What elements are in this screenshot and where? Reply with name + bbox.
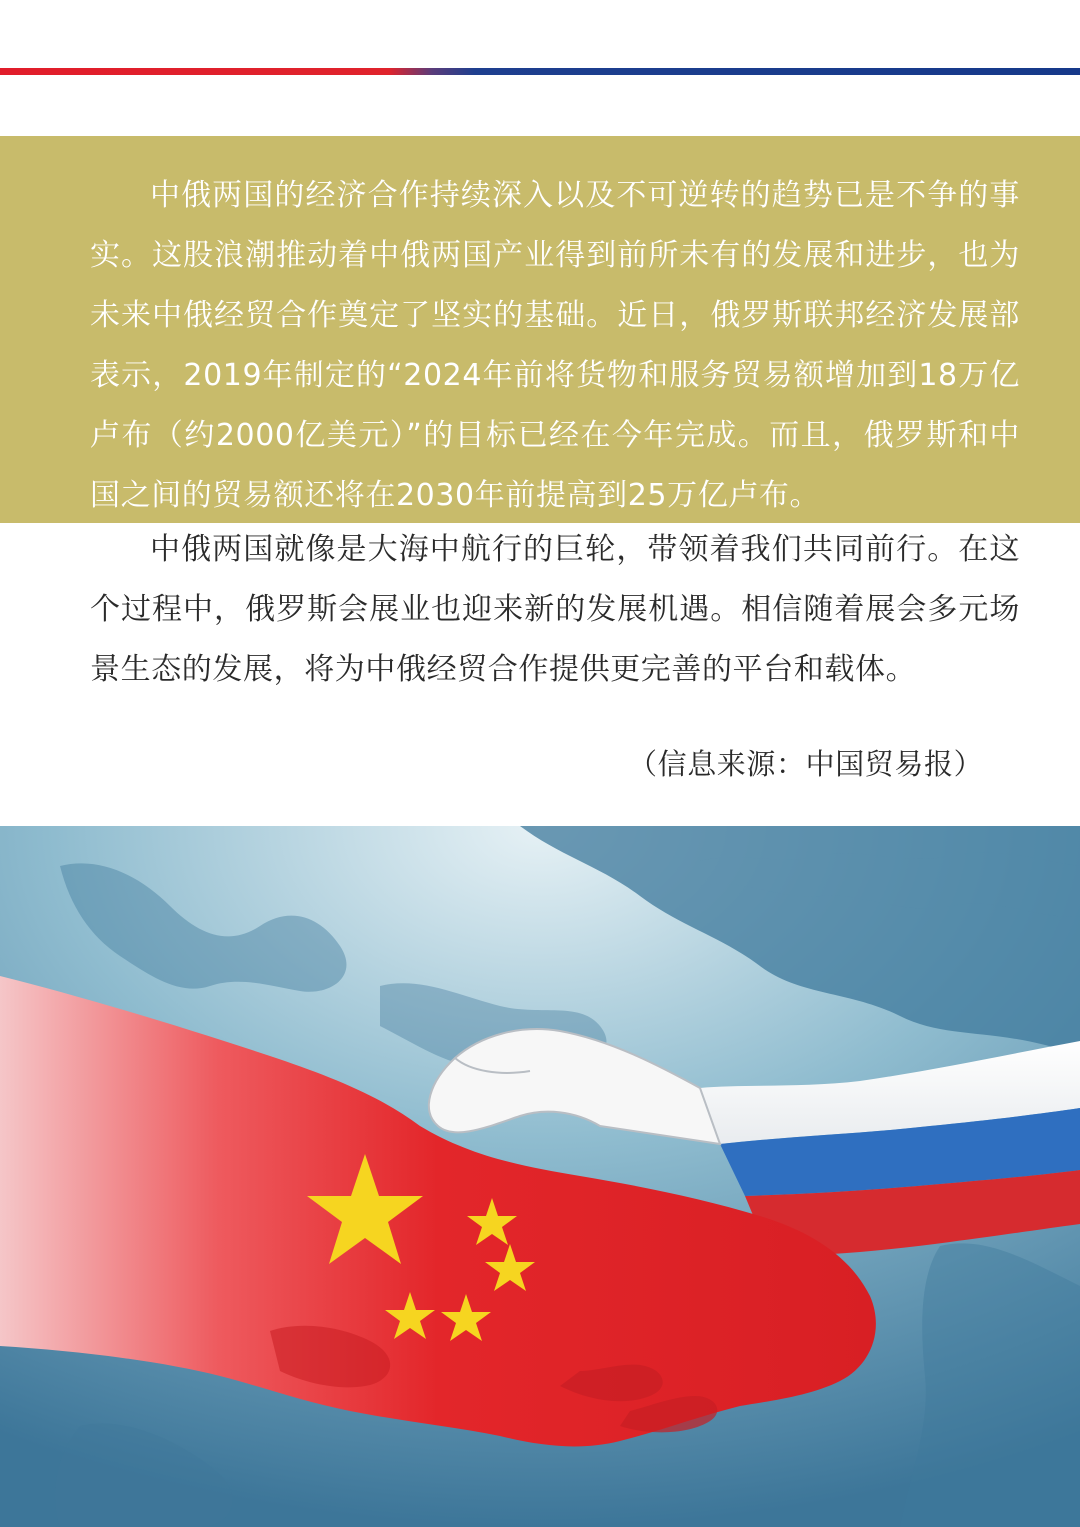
article-paragraph-2: 中俄两国就像是大海中航行的巨轮，带领着我们共同前行。在这个过程中，俄罗斯会展业也迎来新的发展机遇。相信随着展会多元场景生态的发展，将为中俄经贸合作提供更完善的平台和载体。	[90, 532, 1020, 687]
source-attribution: （信息来源：中国贸易报）	[628, 747, 984, 781]
handshake-illustration	[0, 826, 1080, 1527]
header-accent-bar	[0, 68, 1080, 75]
article-paragraph-1: 中俄两国的经济合作持续深入以及不可逆转的趋势已是不争的事实。这股浪潮推动着中俄两国产业得到前所未有的发展和进步，也为未来中俄经贸合作奠定了坚实的基础。近日，俄罗斯联邦经济发展部表示，2019年制定的“2024年前将货物和服务贸易额增加到18万亿卢布（约2000亿美元）”的目标已经在今年完成。而且，俄罗斯和中国之间的贸易额还将在2030年前提高到25万亿卢布。	[90, 178, 1020, 513]
